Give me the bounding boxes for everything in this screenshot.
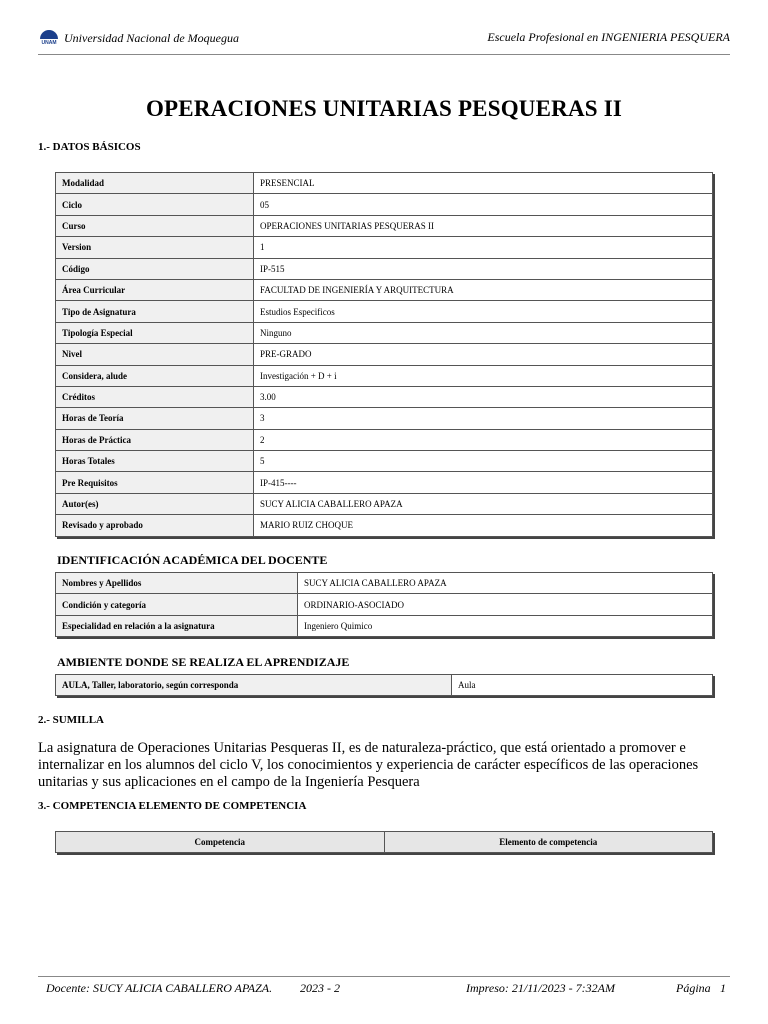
ambiente-table: [55, 674, 713, 696]
section-sumilla-heading: 2.- SUMILLA: [38, 714, 105, 726]
table-row: [56, 215, 713, 236]
row-value: IP-515: [254, 258, 713, 279]
row-label: Créditos: [56, 386, 254, 407]
footer-page-number: 1: [720, 981, 726, 995]
table-row: [56, 493, 713, 514]
competencia-column-header: Competencia: [56, 832, 385, 853]
row-label: Ciclo: [56, 194, 254, 215]
table-row: [56, 451, 713, 472]
table-row: [56, 594, 713, 615]
row-value: 1: [254, 237, 713, 258]
section-datos-basicos-heading: 1.- DATOS BÁSICOS: [38, 141, 141, 153]
page-header: [38, 26, 730, 55]
table-row: [56, 429, 713, 450]
table-row: [56, 301, 713, 322]
row-label: Curso: [56, 215, 254, 236]
row-value: 5: [254, 451, 713, 472]
ambiente-key: AULA, Taller, laboratorio, según corresponda: [56, 675, 452, 696]
row-label: Version: [56, 237, 254, 258]
table-row: [56, 237, 713, 258]
row-label: Tipología Especial: [56, 322, 254, 343]
page-footer: [38, 976, 730, 999]
row-label: Horas Totales: [56, 451, 254, 472]
row-label: Revisado y aprobado: [56, 515, 254, 536]
row-label: Modalidad: [56, 173, 254, 194]
row-value: PRE-GRADO: [254, 344, 713, 365]
table-row: [56, 173, 713, 194]
logo-text: UNAM: [41, 40, 57, 46]
competencia-table: [55, 831, 713, 853]
table-header-row: [56, 832, 713, 853]
row-value: Estudios Especificos: [254, 301, 713, 322]
ambiente-heading: AMBIENTE DONDE SE REALIZA EL APRENDIZAJE: [57, 655, 350, 669]
university-logo-icon: [38, 30, 60, 46]
elemento-column-header: Elemento de competencia: [384, 832, 713, 853]
row-label: Área Curricular: [56, 279, 254, 300]
table-row: [56, 386, 713, 407]
table-row: [56, 344, 713, 365]
sumilla-text: La asignatura de Operaciones Unitarias Pesqueras II, es de naturaleza-práctico, que está orientado a promover e internalizar en los alumnos del ciclo V, los conocimientos y experiencia de carácter específicos de las operaciones unitarias y sus aplicaciones en el campo de la Ingeniería Pesquera: [38, 740, 699, 790]
ambiente-value: Aula: [452, 675, 713, 696]
row-value: Ingeniero Quimico: [298, 615, 713, 636]
row-label: Condición y categoría: [56, 594, 298, 615]
row-value: MARIO RUIZ CHOQUE: [254, 515, 713, 536]
footer-period: 2023 - 2: [300, 981, 340, 995]
row-label: Horas de Teoría: [56, 408, 254, 429]
table-row: [56, 322, 713, 343]
row-label: Horas de Práctica: [56, 429, 254, 450]
course-title: OPERACIONES UNITARIAS PESQUERAS II: [145, 96, 623, 121]
header-left: [38, 30, 239, 46]
row-label: Autor(es): [56, 493, 254, 514]
docente-table: [55, 572, 713, 637]
university-name: Universidad Nacional de Moquegua: [64, 30, 239, 45]
row-value: FACULTAD DE INGENIERÍA Y ARQUITECTURA: [254, 279, 713, 300]
docente-heading: IDENTIFICACIÓN ACADÉMICA DEL DOCENTE: [57, 553, 328, 567]
table-row: [56, 573, 713, 594]
table-row: [56, 279, 713, 300]
row-value: ORDINARIO-ASOCIADO: [298, 594, 713, 615]
row-value: 05: [254, 194, 713, 215]
row-value: OPERACIONES UNITARIAS PESQUERAS II: [254, 215, 713, 236]
row-value: 3.00: [254, 386, 713, 407]
table-row: [56, 515, 713, 536]
row-label: Pre Requisitos: [56, 472, 254, 493]
footer-printed: Impreso: 21/11/2023 - 7:32AM: [466, 981, 615, 995]
section-competencia-heading: 3.- COMPETENCIA ELEMENTO DE COMPETENCIA: [38, 800, 307, 812]
row-label: Código: [56, 258, 254, 279]
table-row: [56, 615, 713, 636]
row-label: Tipo de Asignatura: [56, 301, 254, 322]
row-value: 3: [254, 408, 713, 429]
row-label: Nivel: [56, 344, 254, 365]
row-value: Ninguno: [254, 322, 713, 343]
table-row: [56, 258, 713, 279]
table-row: [56, 194, 713, 215]
row-label: Considera, alude: [56, 365, 254, 386]
row-value: Investigación + D + i: [254, 365, 713, 386]
row-value: SUCY ALICIA CABALLERO APAZA: [254, 493, 713, 514]
table-row: [56, 408, 713, 429]
row-value: 2: [254, 429, 713, 450]
footer-page-label: Página: [676, 981, 711, 995]
table-row: [56, 675, 713, 696]
table-row: [56, 365, 713, 386]
row-value: IP-415----: [254, 472, 713, 493]
school-name: Escuela Profesional en INGENIERIA PESQUERA: [487, 30, 730, 44]
row-label: Nombres y Apellidos: [56, 573, 298, 594]
row-value: SUCY ALICIA CABALLERO APAZA: [298, 573, 713, 594]
datos-basicos-table: [55, 172, 713, 537]
row-label: Especialidad en relación a la asignatura: [56, 615, 298, 636]
table-row: [56, 472, 713, 493]
row-value: PRESENCIAL: [254, 173, 713, 194]
footer-docente: Docente: SUCY ALICIA CABALLERO APAZA.: [46, 981, 273, 995]
